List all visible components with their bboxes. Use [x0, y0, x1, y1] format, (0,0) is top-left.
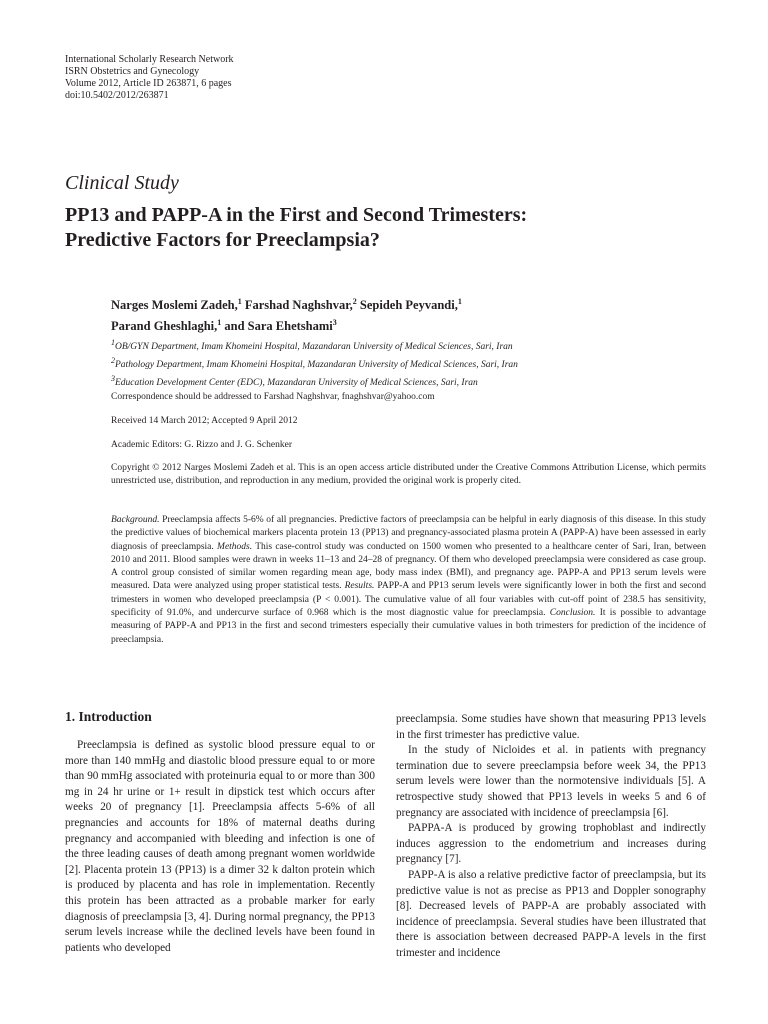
title-line-1: PP13 and PAPP-A in the First and Second Trimesters:: [65, 204, 528, 226]
intro-paragraph: In the study of Nicloides et al. in patients with pregnancy termination due to severe preeclampsia before week 34, the PP13 serum levels were lower than the normotensive individuals [5]. A retrospective study showed that PP13 levels in weeks 5 and 6 of pregnancy are associated with incidence of preeclampsia [6].: [396, 744, 706, 819]
author-affiliation-mark: 3: [332, 318, 337, 328]
author-affiliation-mark: 1: [457, 297, 462, 306]
paper-title: [65, 203, 705, 253]
author-affiliation-mark: 1: [217, 318, 222, 328]
body-column-right: [396, 712, 706, 962]
correspondence-note: Correspondence should be addressed to Farshad Naghshvar, fnaghshvar@yahoo.com: [111, 392, 435, 402]
author-name: Parand Gheshlaghi,: [111, 319, 218, 334]
abstract-results-label: Results.: [344, 581, 375, 592]
body-column-left: [65, 738, 375, 956]
author-affiliation-mark: 1: [237, 297, 242, 306]
author-line-2: [111, 314, 711, 335]
author-name: Narges Moslemi Zadeh,: [111, 298, 238, 313]
abstract-methods: This case-control study was conducted on 1500 women who presented to a healthcare center of Sari, Iran, between 2010 and 2011. Blood samples were drawn in weeks 11–13 and 24–28 of pregnancy. Of them who developed preeclampsia were considered as case group. A control group consisted of similar women regarding mean age, body mass index (BMI), and pregnancy age. PAPP-A and PP13 serum levels were measured. Data were analyzed using proper statistical tests.: [111, 541, 706, 592]
affiliation-text: Pathology Department, Imam Khomeini Hospital, Mazandaran University of Medical Sciences, Sari, Iran: [115, 360, 518, 371]
affiliation-number: 2: [111, 356, 115, 366]
journal-volume: Volume 2012, Article ID 263871, 6 pages: [65, 78, 232, 89]
article-type: Clinical Study: [65, 172, 179, 194]
author-name: and Sara Ehetshami: [224, 319, 333, 334]
intro-paragraph: Preeclampsia is defined as systolic blood pressure equal to or more than 140 mmHg and diastolic blood pressure equal to or more than 90 mmHg associated with proteinuria equal to or more than 300 mg in 24 hr urine or 1+ result in dipstick test which occurs after weeks 20 of pregnancy [1]. Preeclampsia affects 5-6% of all pregnancies and accounts for 18% of maternal deaths during pregnancy and accompanied with bleeding and infection is one of the three leading causes of death among pregnant women worldwide [2]. Placenta protein 13 (PP13) is a dimer 32 k dalton protein which is produced by placenta and has role in implementation. Recently this protein has been attracted as a probable marker for early diagnosis of preeclampsia [3, 4]. During normal pregnancy, the PP13 serum levels increase while the declined levels have been found in patients who developed: [65, 739, 375, 954]
affiliations: [111, 336, 706, 390]
intro-paragraph: PAPPA-A is produced by growing trophoblast and indirectly induces aggression to the endometrium and increases during pregnancy [7].: [396, 822, 706, 866]
abstract-conclusion: It is possible to advantage measuring of PAPP-A and PP13 in the first and second trimesters especially their cumulative values in both trimesters for prediction of the incidence of preeclampsia.: [111, 608, 706, 645]
abstract-methods-label: Methods.: [217, 541, 253, 552]
abstract-background-label: Background.: [111, 515, 160, 525]
affiliation-item: [111, 372, 706, 390]
affiliation-text: Education Development Center (EDC), Mazandaran University of Medical Sciences, Sari, Iran: [115, 378, 478, 389]
author-name: Sepideh Peyvandi,: [359, 298, 458, 313]
copyright-notice: Copyright © 2012 Narges Moslemi Zadeh et al. This is an open access article distributed under the Creative Commons Attribution License, which permits unrestricted use, distribution, and reproduction in any medium, provided the original work is properly cited.: [111, 463, 706, 486]
intro-paragraph-continued: preeclampsia. Some studies have shown that measuring PP13 levels in the first trimester has predictive value.: [396, 713, 706, 741]
received-dates: Received 14 March 2012; Accepted 9 April 2012: [111, 416, 298, 426]
affiliation-number: 1: [111, 338, 115, 347]
affiliation-item: [111, 354, 706, 372]
journal-doi: doi:10.5402/2012/263871: [65, 90, 169, 101]
journal-info: [65, 54, 234, 102]
affiliation-text: OB/GYN Department, Imam Khomeini Hospital, Mazandaran University of Medical Sciences, Sari, Iran: [115, 342, 513, 353]
intro-paragraph: PAPP-A is also a relative predictive factor of preeclampsia, but its predictive value is not as precise as PP13 and Doppler sonography [8]. Decreased levels of PAPP-A are probably associated with incidence of preeclampsia. Several studies have been illustrated that there is association between decreased PAPP-A levels in the first trimester and incidence: [396, 868, 706, 959]
journal-network: International Scholarly Research Network: [65, 54, 234, 65]
affiliation-number: 3: [111, 374, 115, 384]
author-name: Farshad Naghshvar,: [244, 298, 353, 313]
abstract-results: PAPP-A and PP13 serum levels were significantly lower in both the first and second trimesters in women who developed preeclampsia (P < 0.001). The cumulative value of all four variables with cut-off point of 238.5 has sensitivity, specificity of 91.0%, and undercurve surface of 0.968 which is the most diagnostic value for preeclampsia.: [111, 581, 706, 619]
affiliation-item: [111, 336, 706, 354]
title-line-2: Predictive Factors for Preeclampsia?: [65, 229, 380, 251]
abstract-background: Preeclampsia affects 5-6% of all pregnancies. Predictive factors of preeclampsia can be helpful in early diagnosis of this disease. In this study the predictive values of biochemical markers placenta protein 13 (PP13) and pregnancy-associated plasma protein A (PAPP-A) have been assessed in early diagnosis of preeclampsia.: [111, 515, 706, 552]
abstract: [111, 514, 706, 647]
author-list: [111, 293, 711, 335]
author-affiliation-mark: 2: [352, 297, 357, 306]
section-heading-introduction: 1. Introduction: [65, 709, 152, 724]
journal-name: ISRN Obstetrics and Gynecology: [65, 66, 200, 77]
author-line-1: [111, 293, 711, 314]
abstract-conclusion-label: Conclusion.: [549, 608, 596, 619]
academic-editors: Academic Editors: G. Rizzo and J. G. Schenker: [111, 440, 292, 450]
